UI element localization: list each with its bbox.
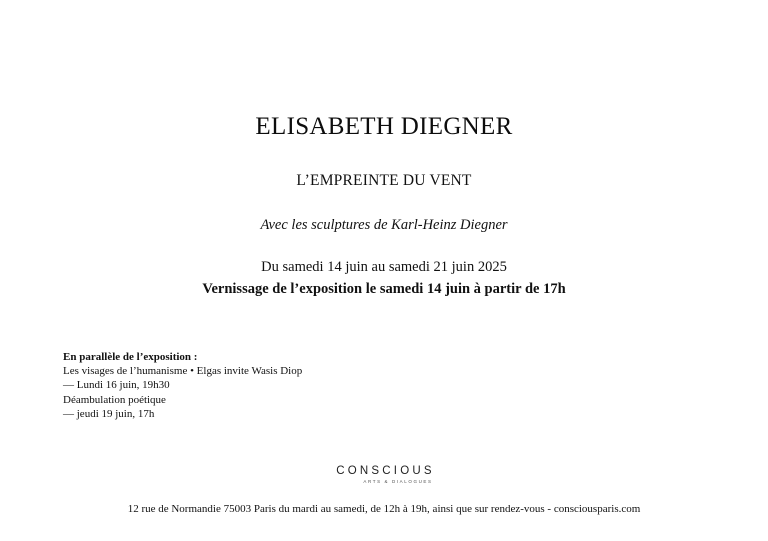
gallery-logo-name: CONSCIOUS (336, 465, 435, 477)
gallery-logo-tagline: ARTS & DIALOGUES (363, 479, 433, 484)
parallel-event-line: — Lundi 16 juin, 19h30 (63, 379, 170, 392)
exhibition-title: L’EMPREINTE DU VENT (296, 172, 472, 189)
gallery-logo (0, 465, 768, 484)
parallel-event-line: Les visages de l’humanisme • Elgas invite Wasis Diop (63, 365, 303, 378)
artist-name: ELISABETH DIEGNER (255, 113, 513, 140)
vernissage-notice: Vernissage de l’exposition le samedi 14 juin à partir de 17h (202, 281, 566, 297)
parallel-event-line: — jeudi 19 juin, 17h (63, 407, 155, 420)
exhibition-dates: Du samedi 14 juin au samedi 21 juin 2025 (261, 259, 507, 275)
gallery-address-footer: 12 rue de Normandie 75003 Paris du mardi au samedi, de 12h à 19h, ainsi que sur rendez-vous - consciousparis.com (127, 503, 641, 515)
parallel-event-line: Déambulation poétique (63, 393, 166, 406)
exhibition-subtitle: Avec les sculptures de Karl-Heinz Diegner (260, 217, 508, 233)
parallel-events (63, 350, 302, 421)
parallel-events-heading: En parallèle de l’exposition : (63, 351, 198, 363)
